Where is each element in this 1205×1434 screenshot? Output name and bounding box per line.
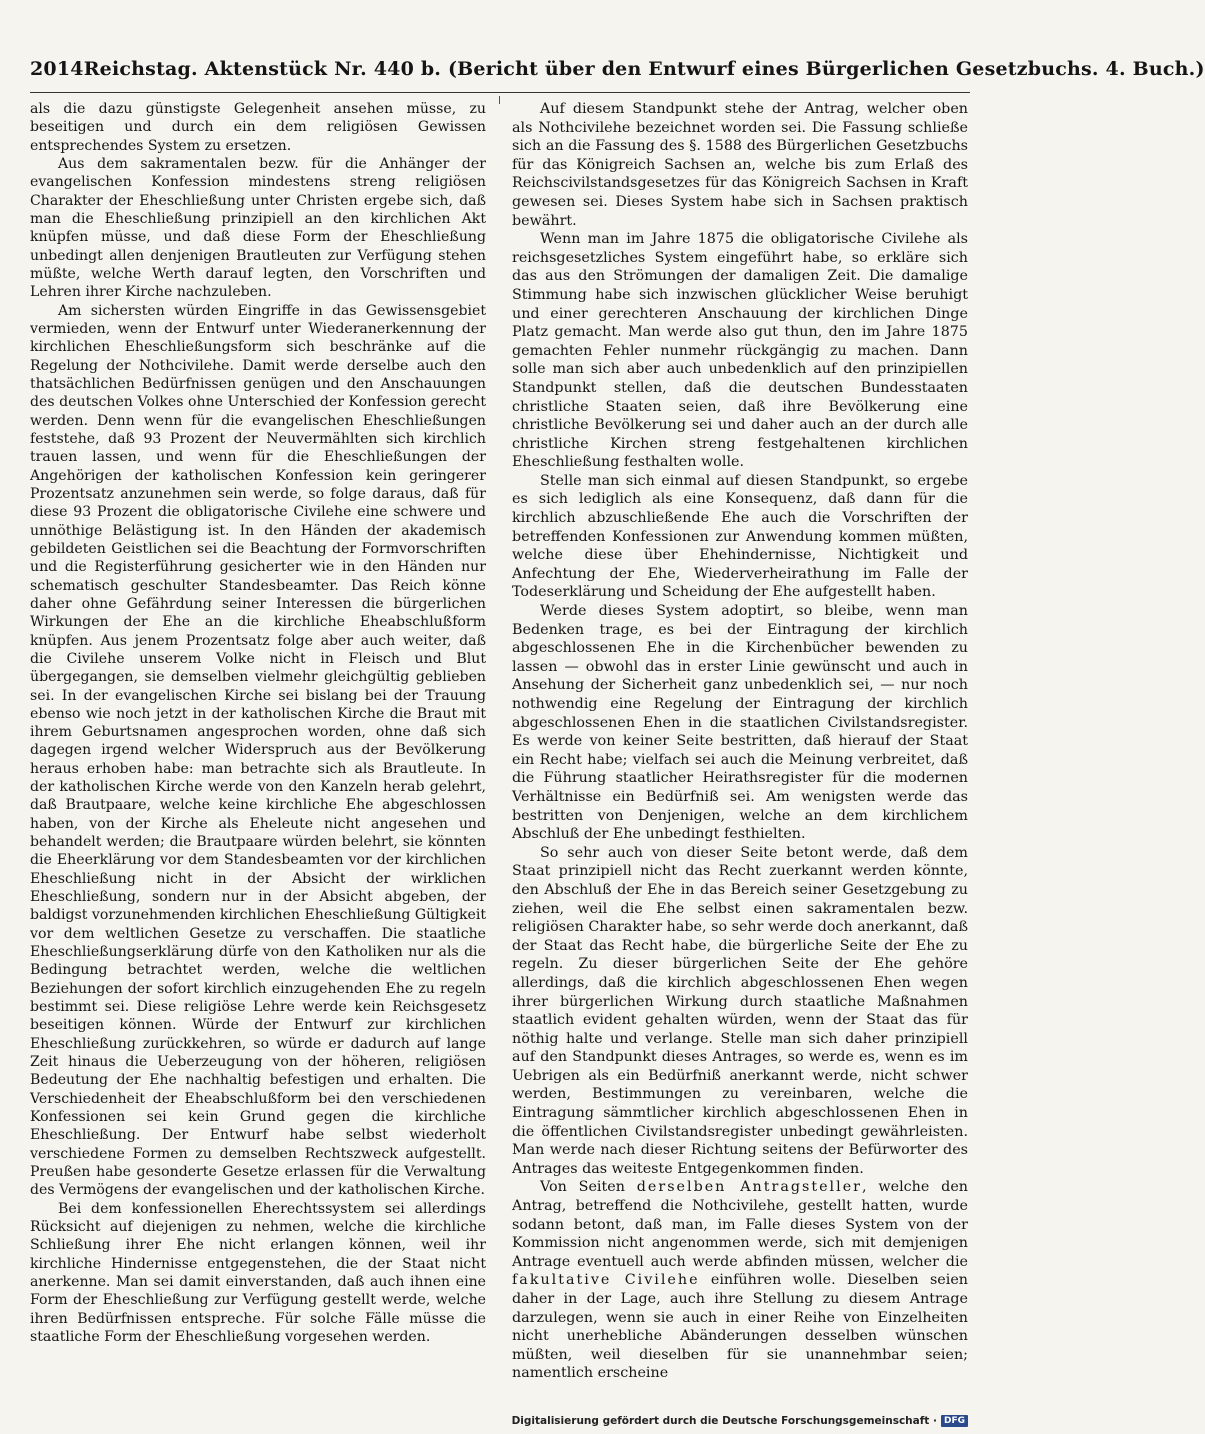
column-divider: [499, 96, 500, 104]
page-number: 2014: [30, 58, 84, 80]
paragraph-final: [512, 1178, 968, 1383]
paragraph: Auf diesem Standpunkt stehe der Antrag, welcher oben als Nothcivilehe bezeichnet worden sei. Die Fassung schließe sich an die Fassung des §. 1588 des Bürgerlichen Gesetzbuchs für das Königreich Sachsen an, welche bis zum Erlaß des Reichscivilstandsgesetzes für das Königreich Sachsen in Kraft gewesen sei. Dieses System habe sich in Sachsen praktisch bewährt.: [512, 101, 968, 229]
paragraph: Bei dem konfessionellen Eherechtssystem sei allerdings Rücksicht auf diejenigen zu nehmen, welche die kirchliche Schließung ihrer Ehe nicht erlangen können, weil ihr kirchliche Hindernisse entgegenstehen, die der Staat nicht anerkenne. Man sei damit einverstanden, daß auch ihnen eine Form der Eheschließung zur Verfügung gestellt werde, welche ihren Bedürfnissen entspreche. Für solche Fälle müsse die staatliche Form der Eheschließung vorgesehen werden.: [30, 1200, 486, 1345]
paragraph: als die dazu günstigste Gelegenheit ansehen müsse, zu beseitigen und durch ein dem religiösen Gewissen entsprechendes System zu ersetzen.: [30, 101, 486, 154]
page-running-title: Reichstag. Aktenstück Nr. 440 b. (Bericht über den Entwurf eines Bürgerlichen Gesetzbuchs. 4. Buch.): [83, 58, 1205, 80]
paragraph: So sehr auch von dieser Seite betont werde, daß dem Staat prinzipiell nicht das Recht zuerkannt werden könnte, den Abschluß der Ehe in das Bereich seiner Gesetzgebung zu ziehen, weil die Ehe selbst einen sakramentalen bezw. religiösen Charakter habe, so sehr werde doch anerkannt, daß der Staat das Recht habe, die bürgerliche Seite der Ehe zu regeln. Zu dieser bürgerlichen Seite der Ehe gehöre allerdings, daß die kirchlich abgeschlossenen Ehen wegen ihrer bürgerlichen Wirkung durch staatliche Maßnahmen staatlich evident gehalten würden, wenn der Staat das für nöthig halte und verlange. Stelle man sich daher prinzipiell auf den Standpunkt dieses Antrages, so werde es, wenn es im Uebrigen als ein Bedürfniß anerkannt werde, nicht schwer werden, Bestimmungen zu vereinbaren, welche die Eintragung sämmtlicher kirchlich abgeschlossenen Ehen in die öffentlichen Civilstandsregister unbedingt gewährleisten. Man werde nach dieser Richtung seitens der Befürworter des Antrages das weiteste Entgegenkommen finden.: [512, 844, 968, 1177]
paragraph: Stelle man sich einmal auf diesen Standpunkt, so ergebe es sich lediglich als eine Konsequenz, daß dann für die kirchlich abzuschließende Ehe auch die Vorschriften der betreffenden Konfessionen zur Anwendung kommen müßten, welche diese über Ehehindernisse, Nichtigkeit und Anfechtung der Ehe, Wiederverheirathung im Falle der Todeserklärung und Scheidung der Ehe aufgestellt haben.: [512, 472, 968, 601]
left-column: [30, 100, 486, 1390]
right-column: [512, 100, 968, 1390]
text-run: einführen wolle. Dieselben seien daher in der Lage, auch ihre Stellung zu diesem Antrage darzulegen, wenn sie auch in einer Reihe von Einzelheiten nicht unerhebliche Abänderungen desselben wünschen müßten, weil dieselben für sie unannehmbar seien; namentlich erscheine: [512, 1272, 968, 1382]
header-rule: [30, 92, 970, 93]
paragraph: Am sichersten würden Eingriffe in das Gewissensgebiet vermieden, wenn der Entwurf unter Wiederanerkennung der kirchlichen Eheschließungsform sich beschränke auf die Regelung der Nothcivilehe. Damit werde derselbe auch den thatsächlichen Bedürfnissen genügen und den Anschauungen des deutschen Volkes ohne Unterschied der Konfession gerecht werden. Denn wenn für die evangelischen Eheschließungen feststehe, daß 93 Prozent der Neuvermählten sich kirchlich trauen lassen, und wenn für die Eheschließungen der Angehörigen der katholischen Konfession kein geringerer Prozentsatz anzunehmen sein werde, so folge daraus, daß für diese 93 Prozent die obligatorische Civilehe eine schwere und unnöthige Belästigung ist. In den Händen der akademisch gebildeten Geistlichen sei die Beachtung der Formvorschriften und die Registerführung gesicherter wie in den Händen nur schematisch geschulter Standesbeamter. Das Reich könne daher ohne Gefährdung seiner Interessen die bürgerlichen Wirkungen der Ehe an die kirchliche Eheabschlußform knüpfen. Aus jenem Prozentsatz folge aber auch weiter, daß die Civilehe unserem Volke nicht in Fleisch und Blut übergegangen, sie demselben vielmehr gleichgültig geblieben sei. In der evangelischen Kirche sei bislang bei der Trauung ebenso wie noch jetzt in der katholischen Kirche die Braut mit ihrem Geburtsnamen angesprochen worden, ohne daß sich dagegen irgend welcher Widerspruch aus der Bevölkerung heraus erhoben habe: man betrachte sich als Brautleute. In der katholischen Kirche werde von den Kanzeln herab gelehrt, daß Brautpaare, welche keine kirchliche Ehe abgeschlossen haben, von der Kirche als Eheleute nicht angesehen und behandelt werden; die Brautpaare würden belehrt, sie könnten die Eheerklärung vor dem Standesbeamten vor der kirchlichen Eheschließung nicht in der Absicht der wirklichen Eheschließung, sondern nur in der Absicht abgeben, der baldigst vorzunehmenden kirchlichen Eheschließung Gültigkeit vor dem weltlichen Gesetze zu verschaffen. Die staatliche Eheschließungserklärung dürfe von den Katholiken nur als die Bedingung betrachtet werden, welche die weltlichen Beziehungen der sofort kirchlich einzugehenden Ehe zu regeln bestimmt sei. Diese religiöse Lehre werde kein Reichsgesetz beseitigen können. Würde der Entwurf zur kirchlichen Eheschließung zurückkehren, so würde er dadurch auf lange Zeit hinaus die Ueberzeugung von der höheren, religiösen Bedeutung der Ehe nachhaltig befestigen und erhalten. Die Verschiedenheit der Eheabschlußform bei den verschiedenen Konfessionen sei kein Grund gegen die kirchliche Eheschließung. Der Entwurf habe selbst wiederholt verschiedene Formen zu demselben Rechtszweck aufgestellt. Preußen habe gesonderte Gesetze erlassen für die Verwaltung des Vermögens der evangelischen und der katholischen Kirche.: [30, 302, 486, 1199]
paragraph: Aus dem sakramentalen bezw. für die Anhänger der evangelischen Konfession mindestens streng religiösen Charakter der Eheschließung unter Christen ergebe sich, daß man die Eheschließung prinzipiell an den kirchlichen Akt knüpfen müsse, und daß diese Form der Eheschließung unbedingt allen denjenigen Brautleuten zur Verfügung stehen müßte, welche Werth darauf legten, den Vorschriften und Lehren ihrer Kirche nachzuleben.: [30, 155, 486, 301]
emphasized-text: derselben Antragsteller: [636, 1179, 862, 1196]
paragraph: Wenn man im Jahre 1875 die obligatorische Civilehe als reichsgesetzliches System eingeführt habe, so erkläre sich das aus den Strömungen der damaligen Zeit. Die damalige Stimmung habe sich inzwischen glücklicher Weise beruhigt und einer gerechteren Anschauung der kirchlichen Dinge Platz gemacht. Man werde also gut thun, den im Jahre 1875 gemachten Fehler nunmehr rückgängig zu machen. Dann solle man sich aber auch unbedenklich auf den prinzipiellen Standpunkt stellen, daß die deutschen Bundesstaaten christliche Staaten seien, daß ihre Bevölkerung eine christliche Bevölkerung sei und daher auch an der durch alle christliche Kirchen streng festgehaltenen kirchlichen Eheschließung festhalten wolle.: [512, 231, 968, 471]
paragraph: Werde dieses System adoptirt, so bleibe, wenn man Bedenken trage, es bei der Eintragung der kirchlich abgeschlossenen Ehe in die Kirchenbücher bewenden zu lassen — obwohl das in erster Linie gewünscht und auch in Ansehung der Sicherheit ganz unbedenklich sei, — nur noch nothwendig eine Regelung der Eintragung der kirchlich abgeschlossenen Ehen in die staatlichen Civilstandsregister. Es werde von keiner Seite bestritten, daß hierauf der Staat ein Recht habe; vielfach sei auch die Meinung verbreitet, daß die Führung staatlicher Heirathsregister für die modernen Verhältnisse ein Bedürfniß sei. Am wenigsten werde das bestritten von Denjenigen, welche an dem kirchlichem Abschluß der Ehe unbedingt festhielten.: [512, 603, 968, 843]
emphasized-text: fakultative Civilehe: [512, 1272, 700, 1289]
footer-credit: Digitalisierung gefördert durch die Deutsche Forschungsgemeinschaft ·: [511, 1415, 937, 1427]
page-header: [30, 58, 1205, 88]
dfg-logo-icon: DFG: [941, 1415, 968, 1427]
text-run: Von Seiten: [540, 1179, 637, 1196]
text-run: , welche den Antrag, betreffend die Nothcivilehe, gestellt hatten, wurde sodann betont, daß man, im Falle dieses System von der Kommission nicht angenommen werde, sich mit demjenigen Antrage eventuell auch werde abfinden müssen, welcher die: [512, 1179, 968, 1270]
digitization-footer: [512, 1412, 968, 1430]
